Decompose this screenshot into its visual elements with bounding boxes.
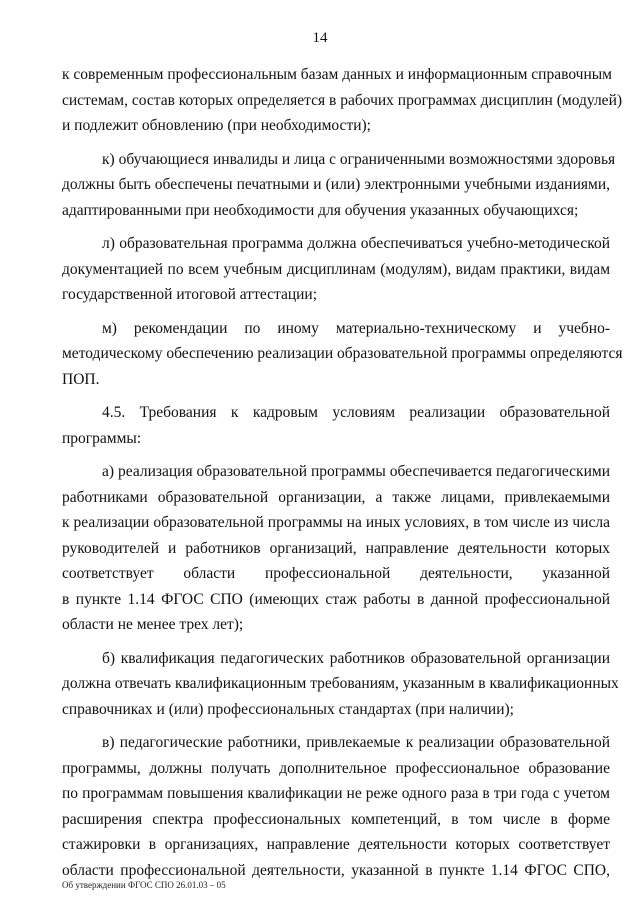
text-line: и подлежит обновлению (при необходимости); [62, 117, 371, 134]
text-line: адаптированными при необходимости для обучения указанных обучающихся; [62, 201, 579, 219]
text-line: в) педагогические работники, привлекаемые к реализации образовательной [102, 734, 610, 751]
text-line: к реализации образовательной программы на иных условиях, в том числе из числа [62, 514, 610, 531]
paragraph-v [62, 730, 610, 883]
text-line: системам, состав которых определяется в рабочих программах дисциплин (модулей) [62, 91, 623, 109]
text-line: области не менее трех лет); [62, 616, 244, 633]
text-line: расширения спектра профессиональных компетенций, в том числе в форме [62, 810, 610, 828]
page-number: 14 [312, 30, 328, 46]
text-line: б) квалификация педагогических работников образовательной организации [102, 649, 610, 667]
text-line: документацией по всем учебным дисциплинам (модулям), видам практики, видам [62, 260, 610, 278]
paragraph-continuation [62, 62, 623, 139]
text-line: к современным профессиональным базам данных и информационным справочным [62, 66, 612, 83]
text-line: а) реализация образовательной программы обеспечивается педагогическими [102, 463, 610, 480]
text-line: государственной итоговой аттестации; [62, 286, 318, 303]
text-line: 4.5. Требования к кадровым условиям реализации образовательной [102, 404, 610, 421]
text-line: стажировки в организациях, направление деятельности которых соответствует [62, 836, 610, 853]
paragraph-m [62, 316, 623, 393]
text-line: руководителей и работников организаций, направление деятельности которых [62, 539, 610, 557]
paragraph-a [62, 459, 610, 638]
text-line: должна отвечать квалификационным требованиям, указанным в квалификационных [62, 675, 619, 692]
text-line: в пункте 1.14 ФГОС СПО (имеющих стаж работы в данной профессиональной [62, 590, 610, 608]
text-line: л) образовательная программа должна обеспечиваться учебно-методической [102, 235, 610, 252]
document-footer: Об утверждении ФГОС СПО 26.01.03 – 05 [62, 880, 226, 890]
document-body [62, 62, 623, 891]
text-line: программы: [62, 429, 142, 447]
text-line: м) рекомендации по иному материально-техническому и учебно- [102, 319, 610, 337]
text-line: методическому обеспечению реализации образовательной программы определяются [62, 345, 623, 362]
text-line: к) обучающиеся инвалиды и лица с ограниченными возможностями здоровья [102, 150, 616, 168]
text-line: области профессиональной деятельности, указанной в пункте 1.14 ФГОС СПО, [62, 861, 610, 879]
text-line: программы, должны получать дополнительное профессиональное образование [62, 759, 610, 777]
paragraph-45 [62, 400, 610, 451]
paragraph-l [62, 231, 610, 308]
text-line: ПОП. [62, 370, 100, 388]
text-line: работниками образовательной организации, а также лицами, привлекаемыми [62, 488, 610, 506]
text-line: по программам повышения квалификации не реже одного раза в три года с учетом [62, 785, 610, 802]
text-line: справочниках и (или) профессиональных стандартах (при наличии); [62, 700, 514, 718]
paragraph-b [62, 646, 619, 723]
paragraph-k [62, 147, 616, 224]
text-line: должны быть обеспечены печатными и (или) электронными учебными изданиями, [62, 176, 610, 193]
text-line: соответствует области профессиональной деятельности, указанной [62, 565, 610, 582]
